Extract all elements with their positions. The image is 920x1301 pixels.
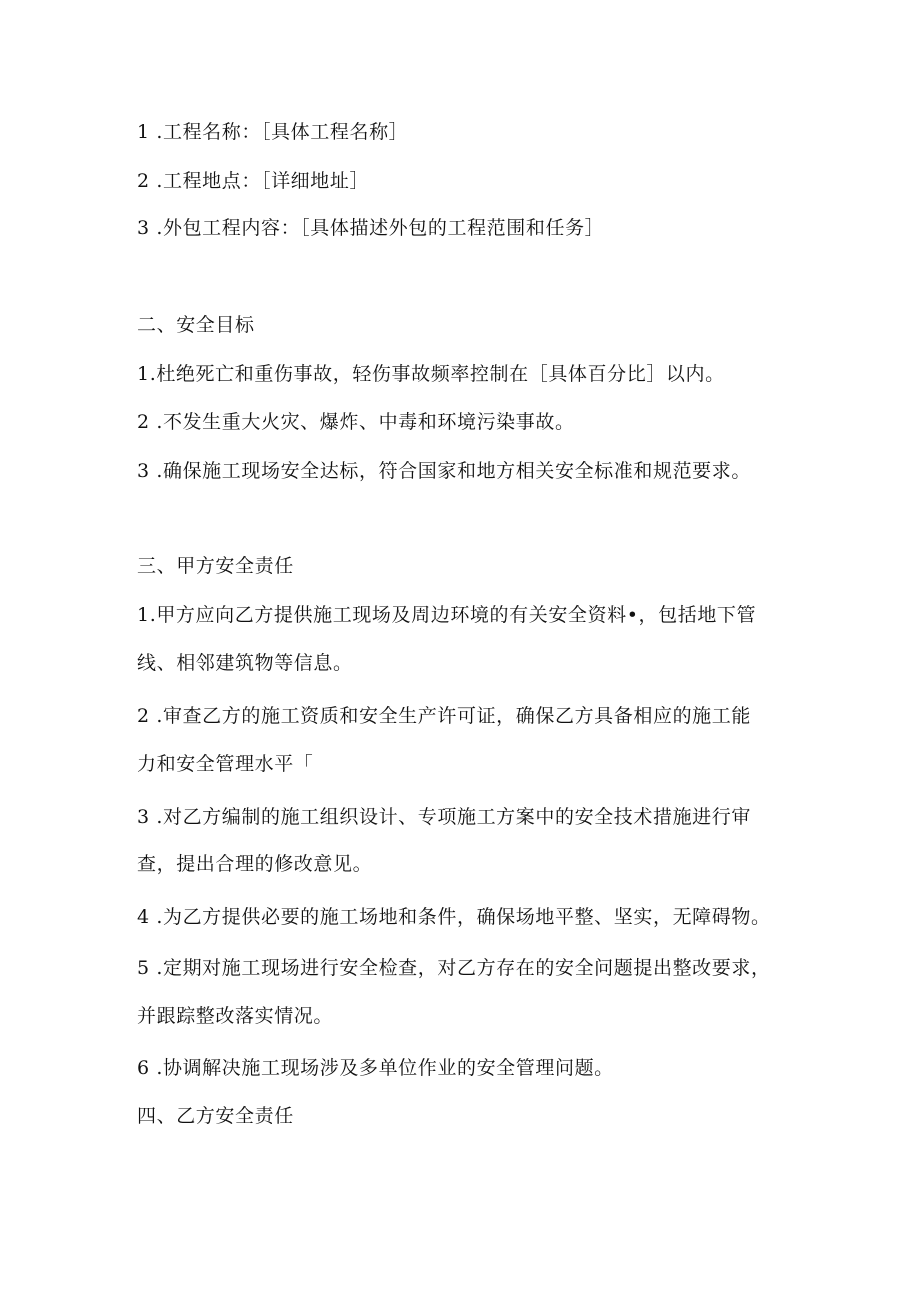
party-a-item-2-line-2: 力和安全管理水平「 [137, 753, 314, 775]
party-a-item-3-line-1: 3 .对乙方编制的施工组织设计、专项施工方案中的安全技术措施进行审 [137, 806, 751, 828]
party-a-item-6-line-1: 6 .协调解决施工现场涉及多单位作业的安全管理问题。 [137, 1057, 614, 1079]
project-location-line: 2 .工程地点：［详细地址］ [137, 170, 370, 192]
party-a-item-2-line-1: 2 .审查乙方的施工资质和安全生产许可证，确保乙方具备相应的施工能 [137, 705, 751, 727]
party-a-item-1-line-1: 1.甲方应向乙方提供施工现场及周边环境的有关安全资料•，包括地下管 [137, 604, 757, 626]
outsourced-content-line: 3 .外包工程内容：［具体描述外包的工程范围和任务］ [137, 217, 605, 239]
safety-goal-item-3: 3 .确保施工现场安全达标，符合国家和地方相关安全标准和规范要求。 [137, 460, 751, 482]
party-a-item-5-line-1: 5 .定期对施工现场进行安全检查，对乙方存在的安全问题提出整改要求， [137, 957, 771, 979]
party-a-item-4-line-1: 4 .为乙方提供必要的施工场地和条件，确保场地平整、坚实，无障碍物。 [137, 906, 771, 928]
party-a-item-5-line-2: 并跟踪整改落实情况。 [137, 1005, 334, 1027]
section-heading-party-b-responsibility: 四、乙方安全责任 [137, 1105, 294, 1127]
section-heading-safety-goals: 二、安全目标 [137, 314, 255, 336]
project-name-line: 1 .工程名称：［具体工程名称］ [137, 121, 409, 143]
section-heading-party-a-responsibility: 三、甲方安全责任 [137, 555, 294, 577]
party-a-item-3-line-2: 查，提出合理的修改意见。 [137, 853, 373, 875]
safety-goal-item-2: 2 .不发生重大火灾、爆炸、中毒和环境污染事故。 [137, 411, 575, 433]
party-a-item-1-line-2: 线、相邻建筑物等信息。 [137, 652, 353, 674]
safety-goal-item-1: 1.杜绝死亡和重伤事故，轻伤事故频率控制在［具体百分比］以内。 [137, 363, 725, 385]
